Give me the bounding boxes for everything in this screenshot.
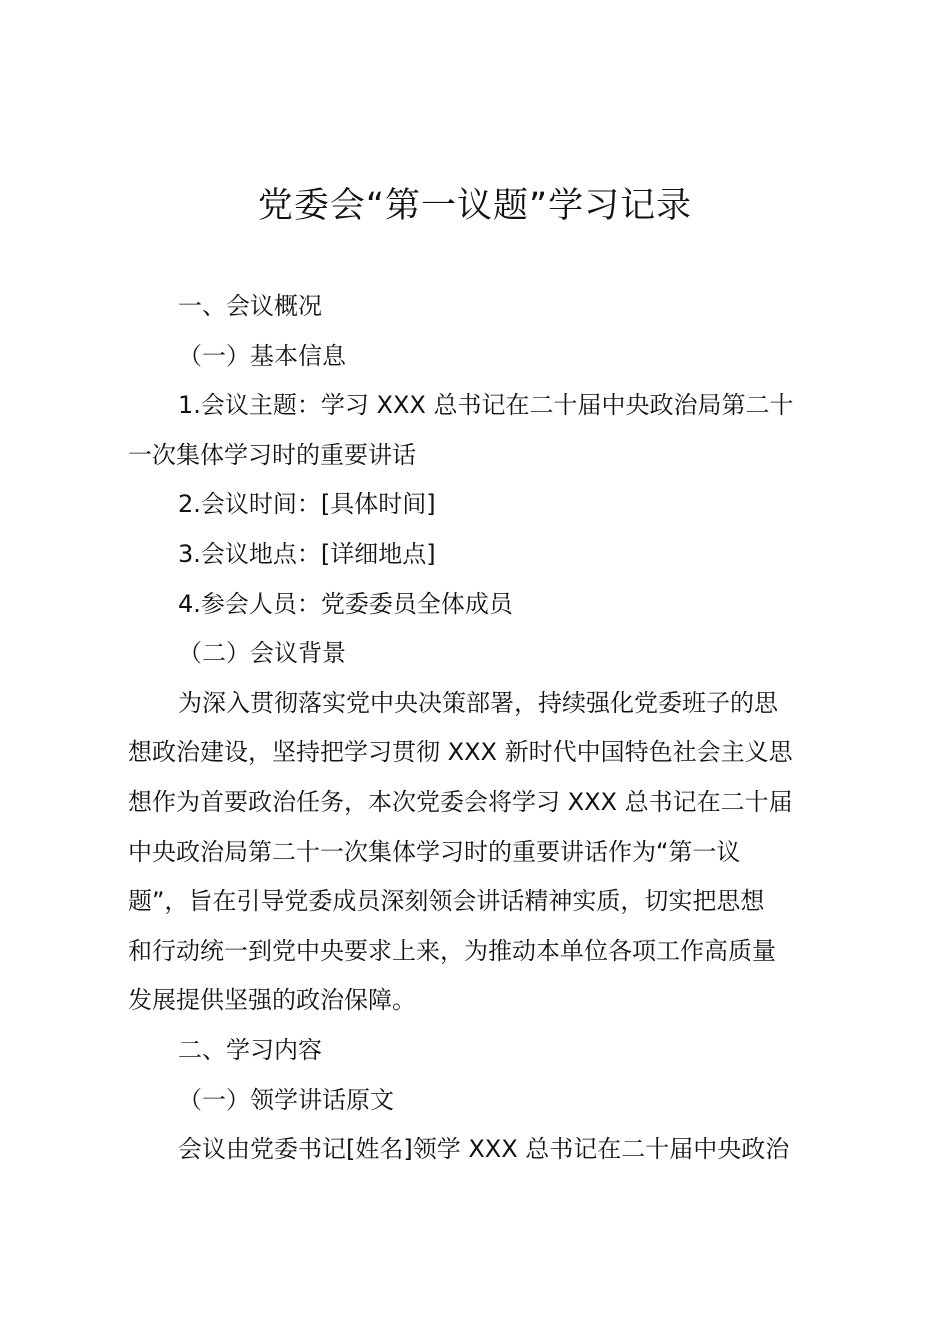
meeting-time: 2.会议时间：[具体时间] xyxy=(178,490,436,519)
meeting-place: 3.会议地点：[详细地点] xyxy=(178,539,436,568)
section-heading-overview: 一、会议概况 xyxy=(178,292,322,320)
background-line-6: 和行动统一到党中央要求上来，为推动本单位各项工作高质量 xyxy=(128,936,776,965)
subsection-heading-basic-info: （一）基本信息 xyxy=(178,341,346,370)
subsection-heading-background: （二）会议背景 xyxy=(178,639,346,668)
background-line-4: 中央政治局第二十一次集体学习时的重要讲话作为“第一议 xyxy=(128,837,741,866)
background-line-3: 想作为首要政治任务，本次党委会将学习 XXX 总书记在二十届 xyxy=(128,787,793,816)
background-line-7: 发展提供坚强的政治保障。 xyxy=(128,986,416,1015)
document-body xyxy=(128,282,848,1175)
section-heading-study-content: 二、学习内容 xyxy=(178,1035,322,1064)
meeting-topic-line-1: 1.会议主题：学习 XXX 总书记在二十届中央政治局第二十 xyxy=(178,391,794,420)
document-title: 党委会“第一议题”学习记录 xyxy=(257,186,693,226)
meeting-attendees: 4.参会人员：党委委员全体成员 xyxy=(178,589,513,618)
background-line-5: 题”，旨在引导党委成员深刻领会讲话精神实质，切实把思想 xyxy=(128,887,765,916)
background-line-2: 想政治建设，坚持把学习贯彻 XXX 新时代中国特色社会主义思 xyxy=(128,738,793,767)
lead-study-line-1: 会议由党委书记[姓名]领学 XXX 总书记在二十届中央政治 xyxy=(178,1135,790,1164)
meeting-topic-line-2: 一次集体学习时的重要讲话 xyxy=(128,440,416,469)
subsection-heading-original-text: （一）领学讲话原文 xyxy=(178,1085,394,1114)
background-line-1: 为深入贯彻落实党中央决策部署，持续强化党委班子的思 xyxy=(178,688,778,717)
